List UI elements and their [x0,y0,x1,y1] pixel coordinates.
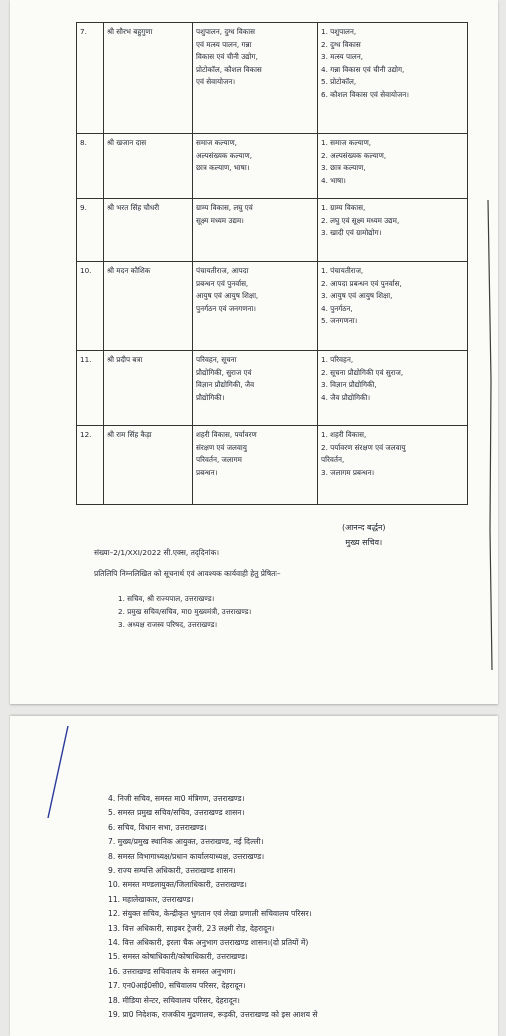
dept-item: 3. मत्स्य पालन, [321,52,364,62]
dept-item: 1. पंचायतीराज, [321,266,364,275]
department-list [318,351,468,426]
dept-line: प्रबन्धन एवं पुनर्वास, [196,278,249,288]
cc-item: 6. सचिव, विधान सभा, उत्तराखण्ड। [108,822,207,832]
table-body [77,23,468,505]
department-summary [193,262,318,351]
dept-item: 1. शहरी विकास, [321,430,367,439]
cc-item: 9. राज्य सम्पत्ति अधिकारी, उत्तराखण्ड शासन। [108,866,236,876]
table-row [77,262,468,351]
dept-item: 3. छात्र कल्याण, [321,163,366,173]
table-row [77,199,468,262]
minister-portfolio-table [76,22,468,505]
signature-block [342,520,386,550]
cc-item: 12. संयुक्त सचिव, केन्द्रीकृत भुगतान एवं लेखा प्रणाली सचिवालय परिसर। [108,909,312,919]
dept-item: 2. सूचना प्रौद्योगिकी एवं सुराज, [321,367,404,377]
minister-name: श्री सौरभ बहुगुणा [104,23,193,134]
dept-line: आयुष एवं आयुष शिक्षा, [196,291,259,301]
cc-item: 18. मीडिया सेन्टर, सचिवालय परिसर, देहरादून। [108,995,240,1005]
cc-item: 10. समस्त मण्डलायुक्त/जिलाधिकारी, उत्तराखण्ड। [108,880,247,890]
dept-item: 4. पुनर्गठन, [321,303,353,313]
dept-item: 2. लघु एवं सूक्ष्म मध्यम उद्यम, [321,215,400,225]
dept-line: परिवर्तन, जलागम [196,455,242,465]
dept-line: विकास एवं चीनी उद्योग, [196,52,258,62]
serial-number: 10. [77,262,104,351]
margin-pen-mark [484,200,496,670]
department-summary [193,426,318,505]
cc-item: 7. मुख्य/प्रमुख स्थानिक आयुक्त, उत्तराखण्ड, नई दिल्ली। [108,837,264,847]
cc-intro: प्रतिलिपि निम्नलिखित को सूचनार्थ एवं आवश्यक कार्यवाही हेतु प्रेषितः– [94,569,281,578]
serial-number: 11. [77,351,104,426]
dept-item: 2. आपदा प्रबन्धन एवं पुनर्वास, [321,278,402,288]
department-list [318,134,468,199]
cc-item: 4. निजी सचिव, समस्त मा0 मंत्रिगण, उत्तराखण्ड। [108,794,245,803]
table-row [77,426,468,505]
serial-number: 7. [77,23,104,134]
cc-item: 5. समस्त प्रमुख सचिव/सचिव, उत्तराखण्ड शासन। [108,808,245,818]
table-row [77,23,468,134]
minister-name: श्री भरत सिंह चौधरी [104,199,193,262]
dept-line: छात्र कल्याण, भाषा। [196,163,250,173]
department-list [318,262,468,351]
table-row [77,351,468,426]
dept-line: संरक्षण एवं जलवायु [196,442,247,452]
dept-item: 6. कौशल विकास एवं सेवायोजन। [321,89,410,99]
dept-line: एवं मत्स्य पालन, गन्ना [196,39,252,49]
cc-item: 16. उत्तराखण्ड सचिवालय के समस्त अनुभाग। [108,966,236,976]
dept-item: परिवर्तन, [321,455,345,465]
dept-line: प्रोटोकॉल, कौशल विकास [196,64,262,74]
cc-list-page-2 [108,792,318,1023]
dept-item: 4. भाषा। [321,175,346,185]
dept-line: एवं सेवायोजन। [196,77,236,87]
signatory-name: (आनन्द बर्द्धन) [342,523,386,532]
cc-item: 19. प्रा0 निदेशक, राजकीय मुद्रणालय, रूड़की, उत्तराखण्ड को इस आशय से [108,1010,318,1020]
dept-item: 1. समाज कल्याण, [321,138,372,147]
dept-line: प्रौद्योगिकी, सुराज एवं [196,367,252,377]
dept-item: 4. गन्ना विकास एवं चीनी उद्योग, [321,64,405,74]
table-row [77,134,468,199]
dept-item: 2. पर्यावरण संरक्षण एवं जलवायु [321,442,406,452]
dept-item: 1. पशुपालन, [321,27,357,36]
department-list [318,426,468,505]
dept-item: 3. खादी एवं ग्रामोद्योग। [321,228,382,238]
dept-line: सूक्ष्म मध्यम उद्यम। [196,215,244,225]
serial-number: 8. [77,134,104,199]
cc-item: 8. समस्त विभागाध्यक्ष/प्रधान कार्यालयाध्यक्ष, उत्तराखण्ड। [108,851,265,861]
serial-number: 12. [77,426,104,505]
dept-line: समाज कल्याण, [196,138,237,147]
document-page-1 [10,0,498,704]
dept-line: ग्राम्य विकास, लघु एवं [196,203,253,212]
cc-item: 11. महालेखाकार, उत्तराखण्ड। [108,894,194,904]
dept-line: विज्ञान प्रौद्योगिकी, जैव [196,380,255,390]
dept-line: प्रौद्योगिकी। [196,392,225,402]
dept-item: 5. जनगणना। [321,316,358,326]
department-list [318,23,468,134]
cc-list-page-1 [118,592,251,631]
dept-line: पशुपालन, दुग्ध विकास [196,27,255,36]
department-summary [193,134,318,199]
dept-line: प्रबन्धन। [196,467,218,477]
cc-item: 3. अध्यक्ष राजस्व परिषद, उत्तराखण्ड। [118,620,218,629]
dept-item: 3. विज्ञान प्रौद्योगिकी, [321,380,377,390]
department-summary [193,23,318,134]
dept-line: शहरी विकास, पर्यावरण [196,430,257,439]
minister-name: श्री राम सिंह कैड़ा [104,426,193,505]
cc-item: 1. सचिव, श्री राज्यपाल, उत्तराखण्ड। [118,594,215,603]
dept-item: 5. प्रोटोकॉल, [321,77,357,87]
minister-name: श्री खजान दास [104,134,193,199]
dept-line: परिवहन, सूचना [196,355,237,364]
dept-line: अल्पसंख्यक कल्याण, [196,150,253,160]
minister-name: श्री मदन कौशिक [104,262,193,351]
dept-item: 2. अल्पसंख्यक कल्याण, [321,150,387,160]
margin-pen-mark [44,726,74,818]
department-summary [193,351,318,426]
department-list [318,199,468,262]
dept-item: 4. जैव प्रौद्योगिकी। [321,392,371,402]
cc-item: 2. प्रमुख सचिव/सचिव, मा0 मुख्यमंत्री, उत्तराखण्ड। [118,607,252,616]
cc-item: 17. एन0आई0सी0, सचिवालय परिसर, देहरादून। [108,981,246,991]
cc-item: 13. वित्त अधिकारी, साइबर ट्रेजरी, 23 लक्ष्मी रोड़, देहरादून। [108,923,275,933]
dept-item: 1. ग्राम्य विकास, [321,203,366,212]
department-summary [193,199,318,262]
dept-item: 2. दुग्ध विकास [321,39,361,49]
serial-number: 9. [77,199,104,262]
dept-line: पुनर्गठन एवं जनगणना। [196,303,256,313]
reference-number: संख्या–2/1/XXI/2022 सी.एक्स, तद्‌दिनांक। [94,548,220,557]
dept-item: 3. आयुष एवं आयुष शिक्षा, [321,291,393,301]
dept-item: 1. परिवहन, [321,355,354,364]
cc-item: 14. वित्त अधिकारी, इरला चैक अनुभाग उत्तराखण्ड शासन।(दो प्रतियों में) [108,938,309,948]
dept-line: पंचायतीराज, आपदा [196,266,249,275]
cc-item: 15. समस्त कोषाधिकारी/कोषाधिकारी, उत्तराखण्ड। [108,952,248,962]
dept-item: 3. जलागम प्रबन्धन। [321,467,375,477]
minister-name: श्री प्रदीप बत्रा [104,351,193,426]
signatory-designation: मुख्य सचिव। [345,538,383,547]
